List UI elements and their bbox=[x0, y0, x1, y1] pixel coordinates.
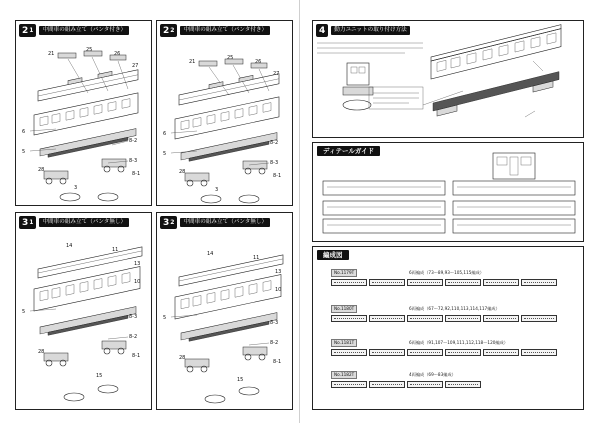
part-label: 5 bbox=[22, 149, 26, 155]
part-label: 15 bbox=[96, 373, 103, 379]
part-label: 26 bbox=[114, 51, 121, 57]
part-label: 28 bbox=[179, 169, 186, 175]
detail-guide-title: ディテールガイド bbox=[317, 146, 380, 156]
part-label: 8-2 bbox=[129, 334, 138, 340]
part-label: 28 bbox=[38, 349, 45, 355]
exploded-diagram bbox=[16, 213, 152, 410]
exploded-diagram bbox=[157, 213, 293, 410]
car bbox=[331, 349, 367, 356]
part-label: 8-1 bbox=[273, 359, 282, 365]
car bbox=[369, 315, 405, 322]
part-label: 28 bbox=[38, 167, 45, 173]
part-label: 8-2 bbox=[270, 140, 279, 146]
panel-step-2-2 bbox=[156, 20, 293, 206]
panel-step-3-1 bbox=[15, 212, 152, 410]
step-sub: 2 bbox=[170, 27, 175, 34]
part-label: 27 bbox=[132, 63, 139, 69]
part-label: 11 bbox=[253, 255, 260, 261]
step-sub: 2 bbox=[170, 219, 175, 226]
step-num: 2 bbox=[22, 25, 29, 36]
motor-unit-diagram bbox=[313, 21, 584, 138]
part-label: 8-2 bbox=[129, 138, 138, 144]
car bbox=[445, 279, 481, 286]
formation-row-label: No.1179T bbox=[331, 269, 357, 277]
page-fold bbox=[299, 0, 300, 423]
step-title: 中間車の組み立て（パンタ無し） bbox=[180, 218, 270, 227]
part-label: 26 bbox=[255, 59, 262, 65]
panel-step-4-motor-unit bbox=[312, 20, 584, 138]
car bbox=[521, 349, 557, 356]
car bbox=[331, 279, 367, 286]
part-label: 11 bbox=[112, 247, 119, 253]
car bbox=[483, 279, 519, 286]
step-sub: 1 bbox=[29, 219, 34, 226]
part-label: 25 bbox=[86, 47, 93, 53]
part-label: 14 bbox=[66, 243, 73, 249]
part-label: 5 bbox=[22, 309, 26, 315]
step-num: 3 bbox=[163, 217, 170, 228]
part-label: 8-2 bbox=[270, 340, 279, 346]
part-label: 8-3 bbox=[129, 158, 138, 164]
car bbox=[331, 381, 367, 388]
car bbox=[521, 315, 557, 322]
car bbox=[445, 315, 481, 322]
part-label: 10 bbox=[275, 287, 282, 293]
step-number: 4 bbox=[316, 24, 328, 37]
part-label: 25 bbox=[227, 55, 234, 61]
step-title: 中間車の組み立て（パンタ付き） bbox=[39, 26, 129, 35]
part-label: 15 bbox=[237, 377, 244, 383]
car bbox=[483, 349, 519, 356]
part-label: 3 bbox=[74, 185, 78, 191]
part-label: 13 bbox=[275, 269, 282, 275]
part-label: 28 bbox=[179, 355, 186, 361]
car bbox=[445, 349, 481, 356]
part-label: 13 bbox=[134, 261, 141, 267]
formation-row-label: No.1181T bbox=[331, 339, 357, 347]
formation-row-desc: 6両編成（91,107〜109,111,112,118〜120編成） bbox=[409, 340, 508, 345]
step-sub: 1 bbox=[29, 27, 34, 34]
car bbox=[407, 315, 443, 322]
panel-detail-guide bbox=[312, 142, 584, 242]
part-label: 8-3 bbox=[270, 160, 279, 166]
step-num: 2 bbox=[163, 25, 170, 36]
panel-formation bbox=[312, 246, 584, 410]
car bbox=[369, 279, 405, 286]
part-label: 8-1 bbox=[132, 353, 141, 359]
car bbox=[521, 279, 557, 286]
formation-row-desc: 6両編成（73〜89,93〜105,115編成） bbox=[409, 270, 484, 275]
step-num: 3 bbox=[22, 217, 29, 228]
part-label: 5 bbox=[163, 315, 167, 321]
part-label: 14 bbox=[207, 251, 214, 257]
part-label: 8-3 bbox=[270, 320, 279, 326]
car bbox=[483, 315, 519, 322]
panel-step-3-2 bbox=[156, 212, 293, 410]
part-label: 10 bbox=[134, 279, 141, 285]
car bbox=[331, 315, 367, 322]
part-label: 8-1 bbox=[132, 171, 141, 177]
part-label: 5 bbox=[163, 151, 167, 157]
car bbox=[445, 381, 481, 388]
formation-row-label: No.1182T bbox=[331, 371, 357, 379]
formation-row-desc: 4両編成（69〜83編成） bbox=[409, 372, 456, 377]
detail-guide-diagram bbox=[313, 143, 584, 242]
car bbox=[369, 381, 405, 388]
formation-title: 編成図 bbox=[317, 250, 349, 260]
step-title: 中間車の組み立て（パンタ無し） bbox=[39, 218, 129, 227]
part-label: 27 bbox=[273, 71, 280, 77]
exploded-diagram bbox=[16, 21, 152, 206]
step-title: 動力ユニットの取り付け方法 bbox=[331, 26, 410, 35]
car bbox=[369, 349, 405, 356]
car bbox=[407, 349, 443, 356]
step-title: 中間車の組み立て（パンタ付き） bbox=[180, 26, 270, 35]
formation-row-desc: 6両編成（67〜72,92,110,113,114,117編成） bbox=[409, 306, 500, 311]
part-label: 6 bbox=[163, 131, 167, 137]
car bbox=[407, 279, 443, 286]
part-label: 3 bbox=[215, 187, 219, 193]
formation-row-label: No.1180T bbox=[331, 305, 357, 313]
part-label: 8-3 bbox=[129, 314, 138, 320]
part-label: 8-1 bbox=[273, 173, 282, 179]
part-label: 21 bbox=[189, 59, 196, 65]
part-label: 6 bbox=[22, 129, 26, 135]
panel-step-2-1 bbox=[15, 20, 152, 206]
car bbox=[407, 381, 443, 388]
part-label: 21 bbox=[48, 51, 55, 57]
